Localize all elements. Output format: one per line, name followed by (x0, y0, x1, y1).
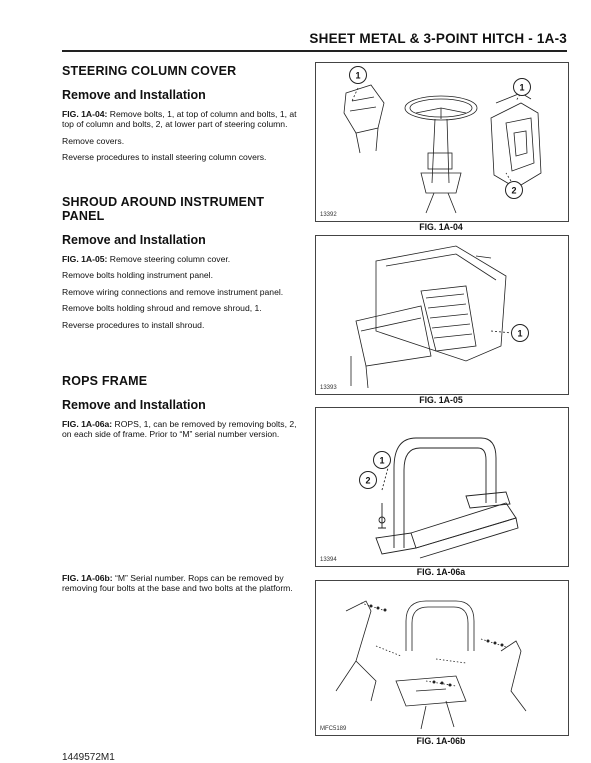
figure-1a-04-illustration (315, 62, 569, 222)
figure-reference: FIG. 1A-05: (62, 254, 108, 264)
instruction-paragraph: Reverse procedures to install shroud. (62, 319, 205, 330)
figure-reference: FIG. 1A-04: (62, 109, 108, 119)
figure-1a-06b-illustration (315, 580, 569, 736)
figure-id: MFC5189 (320, 726, 347, 732)
callout-1: 1 (519, 82, 525, 93)
instruction-text: Remove bolts, 1, at top of column and bolts, 1, at top of column and bolts, 2, at lower part of steering column. (62, 109, 297, 130)
figure-id: 13393 (320, 385, 337, 391)
steering-column-drawing (316, 63, 568, 221)
instruction-paragraph: Remove bolts holding instrument panel. (62, 270, 213, 281)
callout-1: 1 (517, 328, 523, 339)
instruction-paragraph (62, 419, 308, 440)
page-title: SHEET METAL & 3-POINT HITCH - 1A-3 (309, 31, 567, 46)
figure-1a-05-illustration (315, 235, 569, 395)
instrument-shroud-drawing (316, 236, 568, 394)
instruction-paragraph (62, 109, 308, 130)
callout-1: 1 (355, 70, 361, 81)
callout-1: 1 (379, 455, 385, 466)
instruction-text: “M” Serial number. Rops can be removed by removing four bolts at the base and two bolts at the platform. (62, 573, 293, 594)
rops-frame-exploded-drawing (316, 581, 568, 735)
callout-2: 2 (365, 475, 371, 486)
section-heading: STEERING COLUMN COVER (62, 64, 237, 78)
subsection-heading: Remove and Installation (62, 233, 206, 247)
instruction-paragraph (62, 254, 308, 264)
instruction-paragraph: Reverse procedures to install steering column covers. (62, 152, 267, 163)
document-number: 1449572M1 (62, 752, 115, 763)
instruction-text: ROPS, 1, can be removed by removing bolts, 2, on each side of frame. Prior to “M” serial number version. (62, 419, 297, 440)
figure-id: 13394 (320, 557, 337, 563)
section-shroud (62, 195, 308, 336)
figure-caption: FIG. 1A-06b (416, 736, 466, 746)
instruction-paragraph: Remove covers. (62, 135, 125, 146)
subsection-heading: Remove and Installation (62, 398, 206, 412)
figure-reference: FIG. 1A-06a: (62, 419, 113, 429)
instruction-paragraph (62, 573, 308, 594)
section-rops-frame (62, 374, 308, 446)
subsection-heading: Remove and Installation (62, 88, 206, 102)
section-heading: SHROUD AROUND INSTRUMENT PANEL (62, 195, 265, 223)
instruction-paragraph: Remove bolts holding shroud and remove shroud, 1. (62, 303, 262, 314)
instruction-text: Remove steering column cover. (107, 254, 231, 264)
page-header (62, 28, 567, 52)
figure-caption: FIG. 1A-05 (419, 395, 463, 405)
callout-2: 2 (511, 185, 517, 196)
figure-id: 13392 (320, 212, 337, 218)
figure-reference: FIG. 1A-06b: (62, 573, 113, 583)
section-rops-frame-m-serial (62, 573, 308, 600)
rops-frame-drawing (316, 408, 568, 566)
figure-caption: FIG. 1A-04 (419, 222, 463, 232)
figure-1a-06a-illustration (315, 407, 569, 567)
instruction-paragraph: Remove wiring connections and remove instrument panel. (62, 286, 284, 297)
section-heading: ROPS FRAME (62, 374, 148, 388)
figure-caption: FIG. 1A-06a (416, 567, 466, 577)
section-steering-column-cover (62, 64, 308, 169)
